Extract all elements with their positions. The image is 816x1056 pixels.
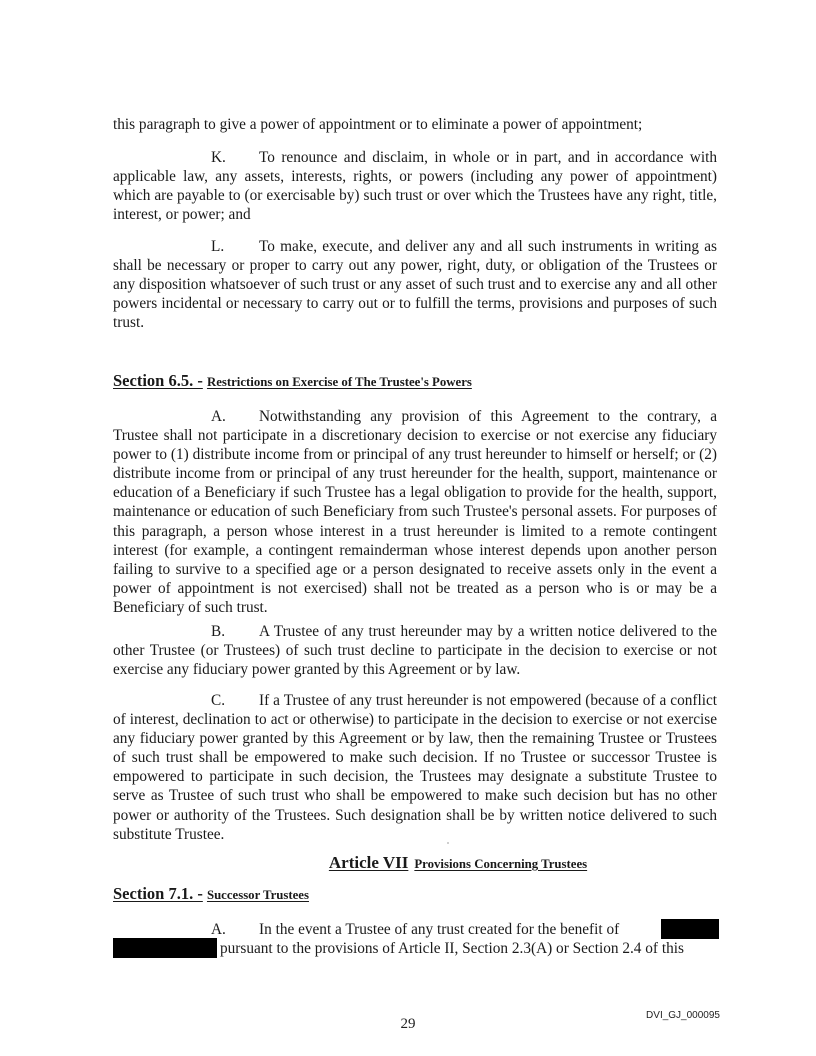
paragraph-letter: L. (211, 238, 225, 255)
paragraph-c-text: If a Trustee of any trust hereunder is not empowered (because of a conflict of interest, declination to act or otherwise) to participate in the decision to exercise or not exercise any fiduciary power granted by this Agreement or by law, then the remaining Trustee or Trustees of such trust shall be empowered to make such decision. If no Trustee or successor Trustee is empowered to participate in such decision, the Trustees may designate a substitute Trustee to serve as Trustee of such trust who shall be empowered to make such decision but has no other power or authority of the Trustees. Such designation shall be by written notice delivered to such substitute Trustee. (113, 692, 717, 843)
paragraph-l (113, 237, 717, 332)
paragraph-j-continuation (113, 115, 717, 134)
redaction-box (113, 938, 217, 958)
paragraph-letter: A. (211, 921, 226, 938)
section-7-1-heading (113, 884, 309, 905)
scan-artifact (447, 842, 449, 844)
paragraph-k (113, 148, 717, 224)
redaction-box (661, 919, 719, 939)
section-number: Section 7.1. - (113, 884, 203, 903)
section-6-5-heading (113, 371, 472, 392)
section-6-5-paragraph-b (113, 622, 717, 679)
page-number: 29 (400, 1016, 416, 1032)
section-number: Section 6.5. - (113, 371, 203, 390)
paragraph-l-text: To make, execute, and deliver any and all such instruments in writing as shall be necessary or proper to carry out any power, right, duty, or obligation of the Trustees or any disposition whatsoever of such trust or any asset of such trust and to exercise any and all other powers incidental or necessary to carry out or to fulfill the terms, provisions and purposes of such trust. (113, 238, 717, 332)
article-7-heading (0, 853, 816, 874)
article-title: Provisions Concerning Trustees (414, 857, 588, 871)
paragraph-a-text: Notwithstanding any provision of this Agreement to the contrary, a Trustee shall not participate in a discretionary decision to exercise or not exercise any fiduciary power to (1) distribute income from or principal of any trust hereunder to himself or herself; or (2) distribute income from or principal of any trust hereunder for the health, support, maintenance or education of a Beneficiary if such Trustee has a legal obligation to provide for the health, support, maintenance or education of such Beneficiary from such Trustee's personal assets. For purposes of this paragraph, a person whose interest in a trust hereunder is limited to a remote contingent interest (for example, a contingent remainderman whose interest depends upon another person failing to survive to a specified age or a person designated to receive assets only in the event a power of appointment is not exercised) shall not be treated as a person who is or may be a Beneficiary of such trust. (113, 408, 717, 616)
paragraph-letter: A. (211, 408, 226, 425)
section-title: Restrictions on Exercise of The Trustee's Powers (206, 375, 472, 389)
section-6-5-paragraph-c (113, 691, 717, 844)
section-title: Successor Trustees (206, 888, 309, 902)
paragraph-7-1-a-line1: In the event a Trustee of any trust created for the benefit of (259, 921, 620, 938)
paragraph-b-text: A Trustee of any trust hereunder may by a written notice delivered to the other Trustee (or Trustees) of such trust decline to participate in the decision to exercise or not exercise any fiduciary power granted by this Agreement or by law. (113, 623, 717, 679)
paragraph-letter: C. (211, 692, 226, 709)
paragraph-7-1-a-line2: pursuant to the provisions of Article II, Section 2.3(A) or Section 2.4 of this (220, 940, 684, 958)
article-number: Article VII (328, 853, 409, 872)
bates-number: DVI_GJ_000095 (646, 1010, 720, 1021)
paragraph-letter: B. (211, 623, 226, 640)
paragraph-j-text: this paragraph to give a power of appointment or to eliminate a power of appointment; (113, 116, 643, 133)
section-6-5-paragraph-a (113, 407, 717, 617)
paragraph-k-text: To renounce and disclaim, in whole or in part, and in accordance with applicable law, any assets, interests, rights, or powers (including any power of appointment) which are payable to (or exercisable by) such trust or over which the Trustees have any right, title, interest, or power; and (113, 149, 717, 224)
paragraph-letter: K. (211, 149, 226, 166)
